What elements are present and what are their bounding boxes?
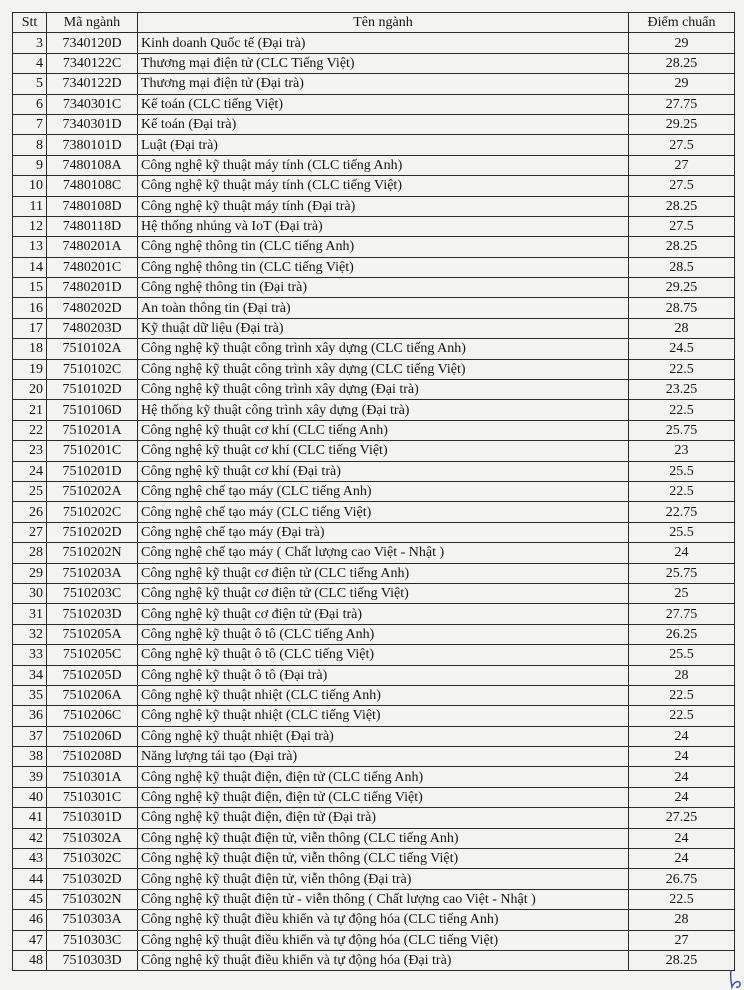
table-row <box>13 950 735 970</box>
cutoff-score-cell: 28 <box>629 665 735 685</box>
stt-cell: 5 <box>13 74 47 94</box>
table-row <box>13 318 735 338</box>
stt-cell: 8 <box>13 135 47 155</box>
cutoff-score-cell: 28.5 <box>629 257 735 277</box>
table-row <box>13 135 735 155</box>
stt-cell: 19 <box>13 359 47 379</box>
table-row <box>13 400 735 420</box>
table-row <box>13 930 735 950</box>
table-body <box>13 33 735 971</box>
table-row <box>13 339 735 359</box>
table-row <box>13 461 735 481</box>
major-code-cell: 7510208D <box>47 747 138 767</box>
stt-cell: 41 <box>13 808 47 828</box>
cutoff-score-cell: 28.25 <box>629 196 735 216</box>
cutoff-score-cell: 27 <box>629 930 735 950</box>
cutoff-score-cell: 23.25 <box>629 380 735 400</box>
major-code-cell: 7510203C <box>47 583 138 603</box>
major-code-cell: 7510205D <box>47 665 138 685</box>
major-code-cell: 7510303D <box>47 950 138 970</box>
stt-cell: 3 <box>13 33 47 53</box>
table-row <box>13 645 735 665</box>
major-name-cell: Luật (Đại trà) <box>138 135 629 155</box>
cutoff-score-cell: 28.25 <box>629 53 735 73</box>
major-name-cell: Công nghệ kỹ thuật điện, điện tử (CLC tiếng Anh) <box>138 767 629 787</box>
table-row <box>13 237 735 257</box>
stt-cell: 36 <box>13 706 47 726</box>
cutoff-score-cell: 29 <box>629 33 735 53</box>
major-name-cell: Công nghệ thông tin (CLC tiếng Anh) <box>138 237 629 257</box>
major-name-cell: Thương mại điện tử (Đại trà) <box>138 74 629 94</box>
table-row <box>13 74 735 94</box>
major-name-cell: Công nghệ kỹ thuật máy tính (CLC tiếng Anh) <box>138 155 629 175</box>
major-code-cell: 7480201A <box>47 237 138 257</box>
stt-cell: 15 <box>13 278 47 298</box>
major-code-cell: 7340301D <box>47 114 138 134</box>
stt-cell: 24 <box>13 461 47 481</box>
table-row <box>13 359 735 379</box>
major-name-cell: Kế toán (CLC tiếng Việt) <box>138 94 629 114</box>
major-code-cell: 7340120D <box>47 33 138 53</box>
header-stt: Stt <box>13 13 47 33</box>
cutoff-score-cell: 27.5 <box>629 135 735 155</box>
cutoff-score-cell: 29.25 <box>629 114 735 134</box>
handwritten-signature-mark <box>728 968 744 990</box>
major-name-cell: Hệ thống nhúng và IoT (Đại trà) <box>138 216 629 236</box>
cutoff-score-cell: 22.5 <box>629 685 735 705</box>
major-name-cell: Công nghệ kỹ thuật điện tử, viễn thông (CLC tiếng Anh) <box>138 828 629 848</box>
stt-cell: 42 <box>13 828 47 848</box>
cutoff-score-cell: 25.5 <box>629 461 735 481</box>
table-row <box>13 685 735 705</box>
major-name-cell: Công nghệ kỹ thuật điện, điện tử (Đại trà) <box>138 808 629 828</box>
cutoff-score-cell: 29.25 <box>629 278 735 298</box>
table-row <box>13 706 735 726</box>
cutoff-score-cell: 28 <box>629 910 735 930</box>
cutoff-score-cell: 29 <box>629 74 735 94</box>
cutoff-score-cell: 24 <box>629 787 735 807</box>
table-row <box>13 563 735 583</box>
stt-cell: 13 <box>13 237 47 257</box>
table-row <box>13 196 735 216</box>
table-row <box>13 155 735 175</box>
cutoff-score-cell: 27 <box>629 155 735 175</box>
table-row <box>13 216 735 236</box>
stt-cell: 17 <box>13 318 47 338</box>
cutoff-score-cell: 22.5 <box>629 400 735 420</box>
major-name-cell: Công nghệ kỹ thuật điều khiển và tự động hóa (Đại trà) <box>138 950 629 970</box>
major-name-cell: Công nghệ chế tạo máy (Đại trà) <box>138 522 629 542</box>
cutoff-score-cell: 27.25 <box>629 808 735 828</box>
major-name-cell: Công nghệ kỹ thuật công trình xây dựng (Đại trà) <box>138 380 629 400</box>
table-row <box>13 114 735 134</box>
table-row <box>13 849 735 869</box>
major-name-cell: Công nghệ kỹ thuật điện tử, viễn thông (Đại trà) <box>138 869 629 889</box>
major-name-cell: Công nghệ kỹ thuật nhiệt (Đại trà) <box>138 726 629 746</box>
major-code-cell: 7510206D <box>47 726 138 746</box>
stt-cell: 29 <box>13 563 47 583</box>
major-code-cell: 7510301D <box>47 808 138 828</box>
major-name-cell: Công nghệ kỹ thuật cơ điện tử (CLC tiếng Anh) <box>138 563 629 583</box>
stt-cell: 25 <box>13 481 47 501</box>
stt-cell: 9 <box>13 155 47 175</box>
table-row <box>13 910 735 930</box>
major-code-cell: 7510102C <box>47 359 138 379</box>
stt-cell: 35 <box>13 685 47 705</box>
major-code-cell: 7480203D <box>47 318 138 338</box>
stt-cell: 22 <box>13 420 47 440</box>
major-name-cell: Công nghệ kỹ thuật cơ điện tử (CLC tiếng Việt) <box>138 583 629 603</box>
stt-cell: 43 <box>13 849 47 869</box>
table-row <box>13 278 735 298</box>
major-name-cell: Công nghệ kỹ thuật điện tử, viễn thông (CLC tiếng Việt) <box>138 849 629 869</box>
stt-cell: 20 <box>13 380 47 400</box>
major-name-cell: Công nghệ kỹ thuật máy tính (Đại trà) <box>138 196 629 216</box>
table-row <box>13 787 735 807</box>
cutoff-score-cell: 24 <box>629 543 735 563</box>
major-name-cell: Công nghệ kỹ thuật cơ khí (CLC tiếng Anh) <box>138 420 629 440</box>
major-name-cell: Kế toán (Đại trà) <box>138 114 629 134</box>
stt-cell: 45 <box>13 889 47 909</box>
cutoff-score-cell: 22.5 <box>629 481 735 501</box>
major-code-cell: 7510302C <box>47 849 138 869</box>
header-major-name: Tên ngành <box>138 13 629 33</box>
cutoff-score-cell: 27.5 <box>629 176 735 196</box>
major-name-cell: Công nghệ kỹ thuật máy tính (CLC tiếng Việt) <box>138 176 629 196</box>
major-name-cell: Công nghệ kỹ thuật công trình xây dựng (CLC tiếng Việt) <box>138 359 629 379</box>
cutoff-score-cell: 25.75 <box>629 420 735 440</box>
stt-cell: 47 <box>13 930 47 950</box>
header-major-code: Mã ngành <box>47 13 138 33</box>
stt-cell: 39 <box>13 767 47 787</box>
cutoff-score-cell: 22.5 <box>629 889 735 909</box>
stt-cell: 7 <box>13 114 47 134</box>
major-code-cell: 7510205A <box>47 624 138 644</box>
major-name-cell: Công nghệ kỹ thuật ô tô (Đại trà) <box>138 665 629 685</box>
cutoff-score-cell: 25.75 <box>629 563 735 583</box>
major-code-cell: 7380101D <box>47 135 138 155</box>
table-row <box>13 33 735 53</box>
stt-cell: 21 <box>13 400 47 420</box>
major-name-cell: Công nghệ kỹ thuật điện, điện tử (CLC tiếng Việt) <box>138 787 629 807</box>
stt-cell: 46 <box>13 910 47 930</box>
cutoff-score-cell: 28.25 <box>629 237 735 257</box>
cutoff-score-cell: 25.5 <box>629 645 735 665</box>
table-header <box>13 13 735 33</box>
table-row <box>13 522 735 542</box>
table-row <box>13 604 735 624</box>
cutoff-score-cell: 26.75 <box>629 869 735 889</box>
stt-cell: 10 <box>13 176 47 196</box>
cutoff-score-cell: 28.75 <box>629 298 735 318</box>
table-row <box>13 298 735 318</box>
table-row <box>13 441 735 461</box>
major-code-cell: 7480201C <box>47 257 138 277</box>
major-name-cell: Công nghệ kỹ thuật ô tô (CLC tiếng Anh) <box>138 624 629 644</box>
table-row <box>13 889 735 909</box>
major-code-cell: 7510302N <box>47 889 138 909</box>
major-code-cell: 7510202A <box>47 481 138 501</box>
cutoff-score-cell: 22.5 <box>629 706 735 726</box>
table-row <box>13 176 735 196</box>
stt-cell: 4 <box>13 53 47 73</box>
major-name-cell: Công nghệ chế tạo máy (CLC tiếng Anh) <box>138 481 629 501</box>
major-name-cell: An toàn thông tin (Đại trà) <box>138 298 629 318</box>
major-code-cell: 7510303A <box>47 910 138 930</box>
major-name-cell: Công nghệ kỹ thuật công trình xây dựng (CLC tiếng Anh) <box>138 339 629 359</box>
major-code-cell: 7510301A <box>47 767 138 787</box>
table-row <box>13 665 735 685</box>
cutoff-score-cell: 28 <box>629 318 735 338</box>
major-code-cell: 7510202N <box>47 543 138 563</box>
stt-cell: 26 <box>13 502 47 522</box>
major-name-cell: Công nghệ thông tin (CLC tiếng Việt) <box>138 257 629 277</box>
major-code-cell: 7480118D <box>47 216 138 236</box>
major-name-cell: Công nghệ chế tạo máy ( Chất lượng cao Việt - Nhật ) <box>138 543 629 563</box>
table-row <box>13 481 735 501</box>
table-row <box>13 726 735 746</box>
cutoff-score-cell: 24 <box>629 767 735 787</box>
stt-cell: 16 <box>13 298 47 318</box>
cutoff-score-cell: 27.75 <box>629 94 735 114</box>
major-name-cell: Năng lượng tái tạo (Đại trà) <box>138 747 629 767</box>
table-row <box>13 380 735 400</box>
cutoff-score-cell: 24.5 <box>629 339 735 359</box>
stt-cell: 48 <box>13 950 47 970</box>
cutoff-score-cell: 24 <box>629 747 735 767</box>
major-code-cell: 7510206A <box>47 685 138 705</box>
major-code-cell: 7510203D <box>47 604 138 624</box>
stt-cell: 11 <box>13 196 47 216</box>
stt-cell: 37 <box>13 726 47 746</box>
header-row <box>13 13 735 33</box>
major-code-cell: 7510202C <box>47 502 138 522</box>
major-code-cell: 7510205C <box>47 645 138 665</box>
cutoff-score-cell: 28.25 <box>629 950 735 970</box>
table-row <box>13 624 735 644</box>
major-name-cell: Công nghệ kỹ thuật cơ điện tử (Đại trà) <box>138 604 629 624</box>
stt-cell: 33 <box>13 645 47 665</box>
major-name-cell: Công nghệ kỹ thuật cơ khí (CLC tiếng Việt) <box>138 441 629 461</box>
major-name-cell: Công nghệ thông tin (Đại trà) <box>138 278 629 298</box>
major-name-cell: Công nghệ kỹ thuật điều khiển và tự động hóa (CLC tiếng Việt) <box>138 930 629 950</box>
major-name-cell: Kinh doanh Quốc tế (Đại trà) <box>138 33 629 53</box>
header-cutoff-score: Điểm chuẩn <box>629 13 735 33</box>
major-name-cell: Hệ thống kỹ thuật công trình xây dựng (Đại trà) <box>138 400 629 420</box>
major-name-cell: Công nghệ kỹ thuật nhiệt (CLC tiếng Việt) <box>138 706 629 726</box>
cutoff-score-cell: 24 <box>629 849 735 869</box>
major-code-cell: 7340122D <box>47 74 138 94</box>
major-code-cell: 7510106D <box>47 400 138 420</box>
major-code-cell: 7510102A <box>47 339 138 359</box>
stt-cell: 27 <box>13 522 47 542</box>
table-row <box>13 747 735 767</box>
cutoff-score-cell: 24 <box>629 828 735 848</box>
cutoff-score-cell: 27.5 <box>629 216 735 236</box>
cutoff-score-cell: 25 <box>629 583 735 603</box>
table-row <box>13 94 735 114</box>
major-name-cell: Công nghệ chế tạo máy (CLC tiếng Việt) <box>138 502 629 522</box>
stt-cell: 38 <box>13 747 47 767</box>
major-code-cell: 7510206C <box>47 706 138 726</box>
major-code-cell: 7510303C <box>47 930 138 950</box>
major-name-cell: Thương mại điện tử (CLC Tiếng Việt) <box>138 53 629 73</box>
stt-cell: 6 <box>13 94 47 114</box>
stt-cell: 34 <box>13 665 47 685</box>
admission-scores-table <box>12 12 735 971</box>
table-row <box>13 583 735 603</box>
table-row <box>13 543 735 563</box>
table-row <box>13 53 735 73</box>
stt-cell: 44 <box>13 869 47 889</box>
cutoff-score-cell: 24 <box>629 726 735 746</box>
major-name-cell: Công nghệ kỹ thuật ô tô (CLC tiếng Việt) <box>138 645 629 665</box>
major-code-cell: 7510201D <box>47 461 138 481</box>
cutoff-score-cell: 25.5 <box>629 522 735 542</box>
major-code-cell: 7340122C <box>47 53 138 73</box>
major-code-cell: 7510302A <box>47 828 138 848</box>
major-code-cell: 7510203A <box>47 563 138 583</box>
stt-cell: 40 <box>13 787 47 807</box>
major-name-cell: Kỹ thuật dữ liệu (Đại trà) <box>138 318 629 338</box>
stt-cell: 32 <box>13 624 47 644</box>
major-code-cell: 7510302D <box>47 869 138 889</box>
major-name-cell: Công nghệ kỹ thuật cơ khí (Đại trà) <box>138 461 629 481</box>
stt-cell: 28 <box>13 543 47 563</box>
major-code-cell: 7510301C <box>47 787 138 807</box>
major-code-cell: 7340301C <box>47 94 138 114</box>
stt-cell: 18 <box>13 339 47 359</box>
major-code-cell: 7510102D <box>47 380 138 400</box>
cutoff-score-cell: 23 <box>629 441 735 461</box>
cutoff-score-cell: 27.75 <box>629 604 735 624</box>
table-row <box>13 767 735 787</box>
major-name-cell: Công nghệ kỹ thuật điều khiển và tự động hóa (CLC tiếng Anh) <box>138 910 629 930</box>
table-row <box>13 869 735 889</box>
cutoff-score-cell: 22.75 <box>629 502 735 522</box>
major-code-cell: 7480108A <box>47 155 138 175</box>
stt-cell: 23 <box>13 441 47 461</box>
major-name-cell: Công nghệ kỹ thuật điện tử - viễn thông ( Chất lượng cao Việt - Nhật ) <box>138 889 629 909</box>
table-row <box>13 808 735 828</box>
major-code-cell: 7510201C <box>47 441 138 461</box>
stt-cell: 30 <box>13 583 47 603</box>
major-code-cell: 7510201A <box>47 420 138 440</box>
major-name-cell: Công nghệ kỹ thuật nhiệt (CLC tiếng Anh) <box>138 685 629 705</box>
major-code-cell: 7480108D <box>47 196 138 216</box>
major-code-cell: 7480201D <box>47 278 138 298</box>
cutoff-score-cell: 22.5 <box>629 359 735 379</box>
stt-cell: 12 <box>13 216 47 236</box>
major-code-cell: 7480202D <box>47 298 138 318</box>
table-row <box>13 828 735 848</box>
major-code-cell: 7480108C <box>47 176 138 196</box>
major-code-cell: 7510202D <box>47 522 138 542</box>
cutoff-score-cell: 26.25 <box>629 624 735 644</box>
table-row <box>13 257 735 277</box>
table-row <box>13 420 735 440</box>
table-row <box>13 502 735 522</box>
stt-cell: 14 <box>13 257 47 277</box>
stt-cell: 31 <box>13 604 47 624</box>
